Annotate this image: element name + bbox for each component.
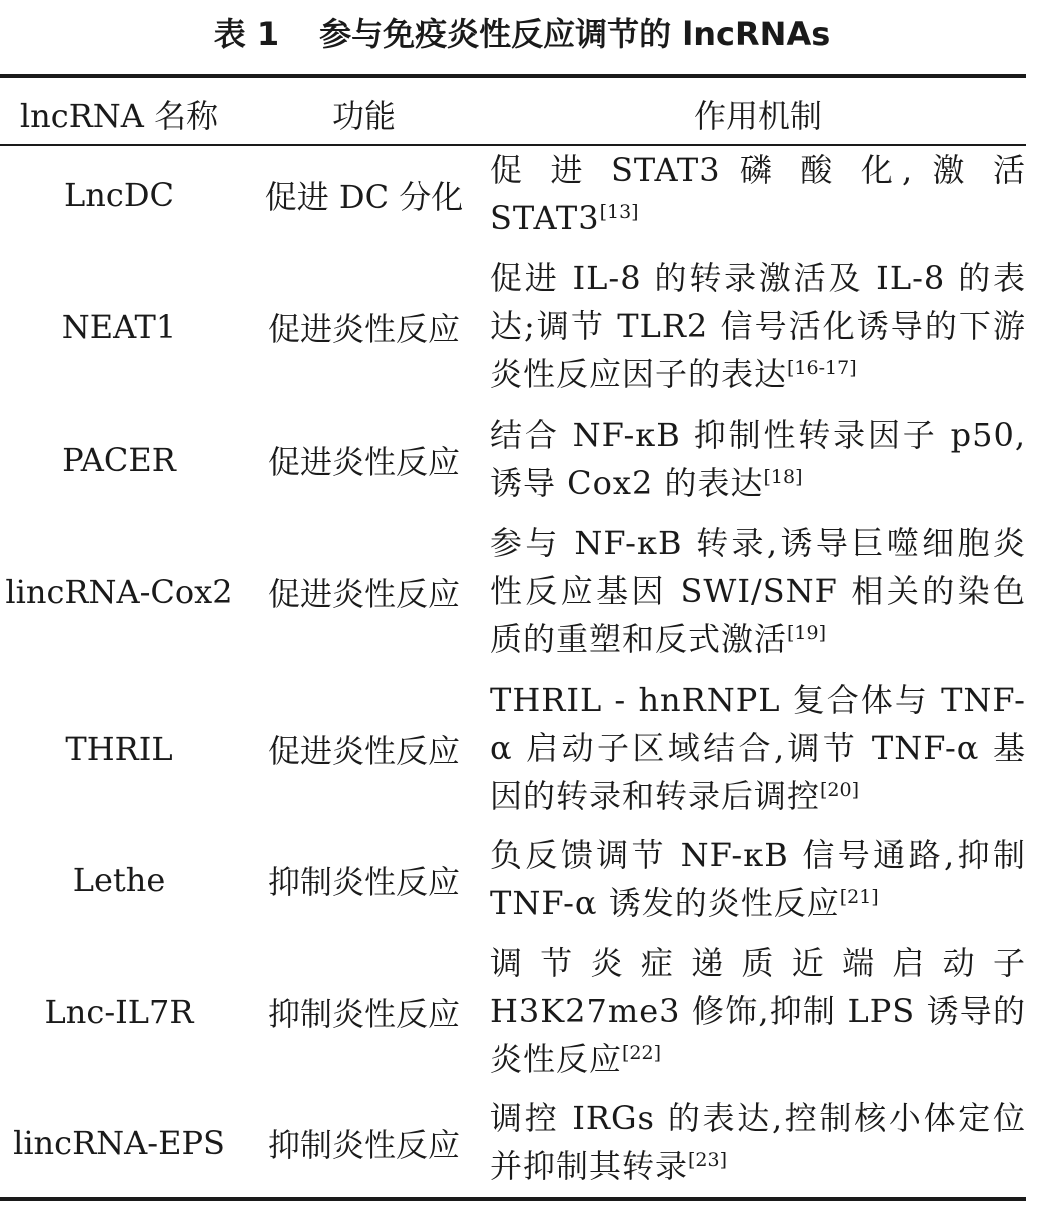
table-row	[0, 407, 1026, 513]
table-row	[0, 247, 1026, 407]
reference: [20]	[820, 779, 860, 801]
lncrna-function: 促进 DC 分化	[264, 178, 464, 216]
table-row	[0, 933, 1026, 1091]
lncrna-mechanism: 负反馈调节 NF-κB 信号通路,抑制 TNF-α 诱发的炎性反应[21]	[490, 836, 1026, 922]
top-rule	[0, 74, 1026, 78]
reference: [19]	[787, 622, 827, 644]
header-mechanism: 作用机制	[693, 97, 822, 135]
table-row	[0, 827, 1026, 933]
lncrna-name: PACER	[62, 441, 176, 479]
lncrna-mechanism: 促 进 STAT3 磷 酸 化, 激 活 STAT3[13]	[490, 151, 1026, 237]
lncrna-function: 促进炎性反应	[267, 443, 460, 481]
lncrna-function: 促进炎性反应	[267, 310, 460, 348]
reference: [18]	[763, 466, 803, 488]
lncrna-name: lincRNA-Cox2	[5, 573, 233, 611]
lncrna-name: LncDC	[64, 176, 174, 214]
lncrna-function: 促进炎性反应	[267, 732, 460, 770]
lncrna-mechanism: 调控 IRGs 的表达,控制核小体定位并抑制其转录[23]	[490, 1099, 1026, 1185]
reference: [21]	[839, 886, 879, 908]
reference: [16-17]	[787, 357, 857, 379]
header-name: lncRNA 名称	[19, 97, 219, 135]
lncrna-function: 抑制炎性反应	[267, 863, 460, 901]
lncrna-mechanism: 调 节 炎 症 递 质 近 端 启 动 子 H3K27me3 修饰,抑制 LPS 诱导的炎性反应[22]	[490, 944, 1026, 1078]
table-title: 参与免疫炎性反应调节的 lncRNAs	[319, 15, 831, 53]
table-caption	[0, 12, 1044, 56]
lncrna-function: 促进炎性反应	[267, 575, 460, 613]
lncrna-mechanism: 促进 IL-8 的转录激活及 IL-8 的表达;调节 TLR2 信号活化诱导的下游炎性反应因子的表达[16-17]	[490, 259, 1026, 393]
table-number: 表 1	[213, 15, 280, 53]
lncrna-mechanism: 参与 NF-κB 转录,诱导巨噬细胞炎性反应基因 SWI/SNF 相关的染色质的重塑和反式激活[19]	[490, 524, 1026, 658]
reference: [23]	[688, 1149, 728, 1171]
header-rule	[0, 144, 1026, 146]
lncrna-mechanism: THRIL - hnRNPL 复合体与 TNF-α 启动子区域结合,调节 TNF-α 基因的转录和转录后调控[20]	[490, 681, 1026, 815]
lncrna-name: THRIL	[65, 730, 173, 768]
lncrna-table	[0, 85, 1026, 1195]
lncrna-function: 抑制炎性反应	[267, 995, 460, 1033]
table-row	[0, 143, 1026, 247]
lncrna-mechanism: 结合 NF-κB 抑制性转录因子 p50,诱导 Cox2 的表达[18]	[490, 416, 1026, 502]
lncrna-name: NEAT1	[61, 308, 177, 346]
bottom-rule	[0, 1197, 1026, 1201]
reference: [13]	[599, 201, 639, 223]
header-function: 功能	[331, 97, 396, 135]
lncrna-name: Lnc-IL7R	[44, 993, 194, 1031]
table-row	[0, 1091, 1026, 1195]
lncrna-function: 抑制炎性反应	[267, 1126, 460, 1164]
lncrna-name: Lethe	[72, 861, 166, 899]
table-row	[0, 671, 1026, 827]
reference: [22]	[622, 1042, 662, 1064]
header-row	[0, 85, 1026, 143]
lncrna-name: lincRNA-EPS	[13, 1124, 225, 1162]
table-row	[0, 513, 1026, 671]
